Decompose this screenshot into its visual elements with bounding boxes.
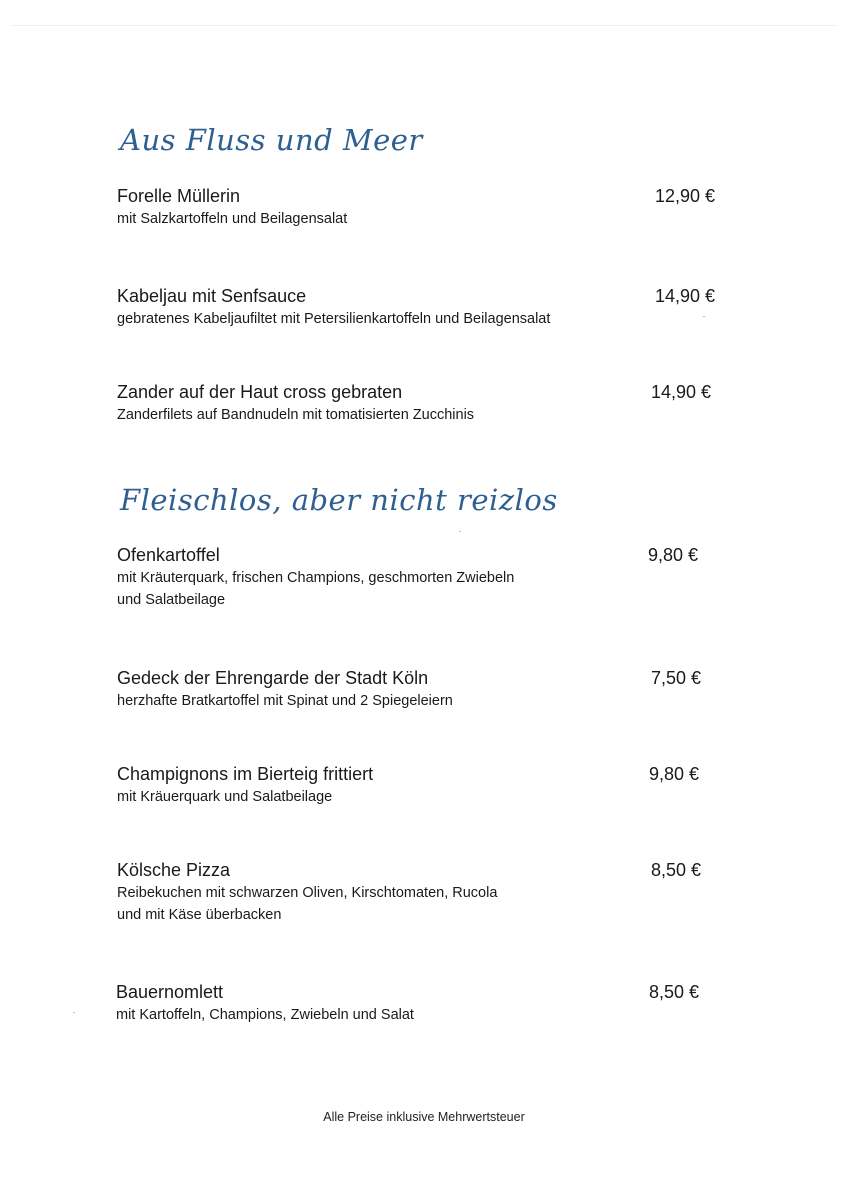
item-name: Zander auf der Haut cross gebraten (117, 382, 403, 402)
item-price: 12,90 € (655, 186, 716, 206)
footer-note: Alle Preise inklusive Mehrwertsteuer (323, 1110, 525, 1124)
item-price: 8,50 € (651, 860, 702, 880)
item-description: herzhafte Bratkartoffel mit Spinat und 2 Spiegeleiern (117, 693, 453, 709)
scan-speck (459, 531, 461, 532)
item-price: 7,50 € (651, 668, 702, 688)
item-price: 14,90 € (651, 382, 712, 402)
item-name: Kabeljau mit Senfsauce (117, 286, 307, 306)
menu-item (116, 980, 736, 1026)
item-price: 8,50 € (649, 982, 700, 1002)
item-name: Forelle Müllerin (117, 186, 241, 206)
section-title-vegetarian: Fleischlos, aber nicht reizlos (120, 483, 558, 517)
menu-item (117, 543, 737, 611)
item-price: 14,90 € (655, 286, 716, 306)
item-name: Champignons im Bierteig frittiert (117, 764, 374, 784)
menu-item (117, 858, 737, 926)
menu-item (117, 666, 737, 712)
item-description: und mit Käse überbacken (117, 907, 282, 923)
menu-item (117, 284, 737, 330)
item-description: mit Kräuerquark und Salatbeilage (117, 789, 333, 805)
item-price: 9,80 € (648, 545, 699, 565)
item-name: Bauernomlett (116, 982, 224, 1002)
top-divider (10, 25, 838, 26)
item-name: Gedeck der Ehrengarde der Stadt Köln (117, 668, 429, 688)
item-description: mit Salzkartoffeln und Beilagensalat (117, 211, 348, 227)
menu-item (117, 762, 737, 808)
scan-speck (73, 1012, 75, 1013)
item-description: mit Kräuterquark, frischen Champions, geschmorten Zwiebeln (117, 570, 515, 586)
scan-speck (703, 316, 705, 317)
menu-item (117, 184, 737, 230)
item-description: gebratenes Kabeljaufiltet mit Petersilienkartoffeln und Beilagensalat (117, 311, 551, 327)
section-title-fish: Aus Fluss und Meer (120, 123, 423, 157)
item-description: Zanderfilets auf Bandnudeln mit tomatisierten Zucchinis (117, 407, 475, 423)
item-price: 9,80 € (649, 764, 700, 784)
item-name: Ofenkartoffel (117, 545, 220, 565)
item-description: Reibekuchen mit schwarzen Oliven, Kirschtomaten, Rucola (117, 885, 498, 901)
item-name: Kölsche Pizza (117, 860, 231, 880)
menu-item (117, 380, 737, 426)
item-description: und Salatbeilage (117, 592, 226, 608)
item-description: mit Kartoffeln, Champions, Zwiebeln und Salat (116, 1007, 414, 1023)
